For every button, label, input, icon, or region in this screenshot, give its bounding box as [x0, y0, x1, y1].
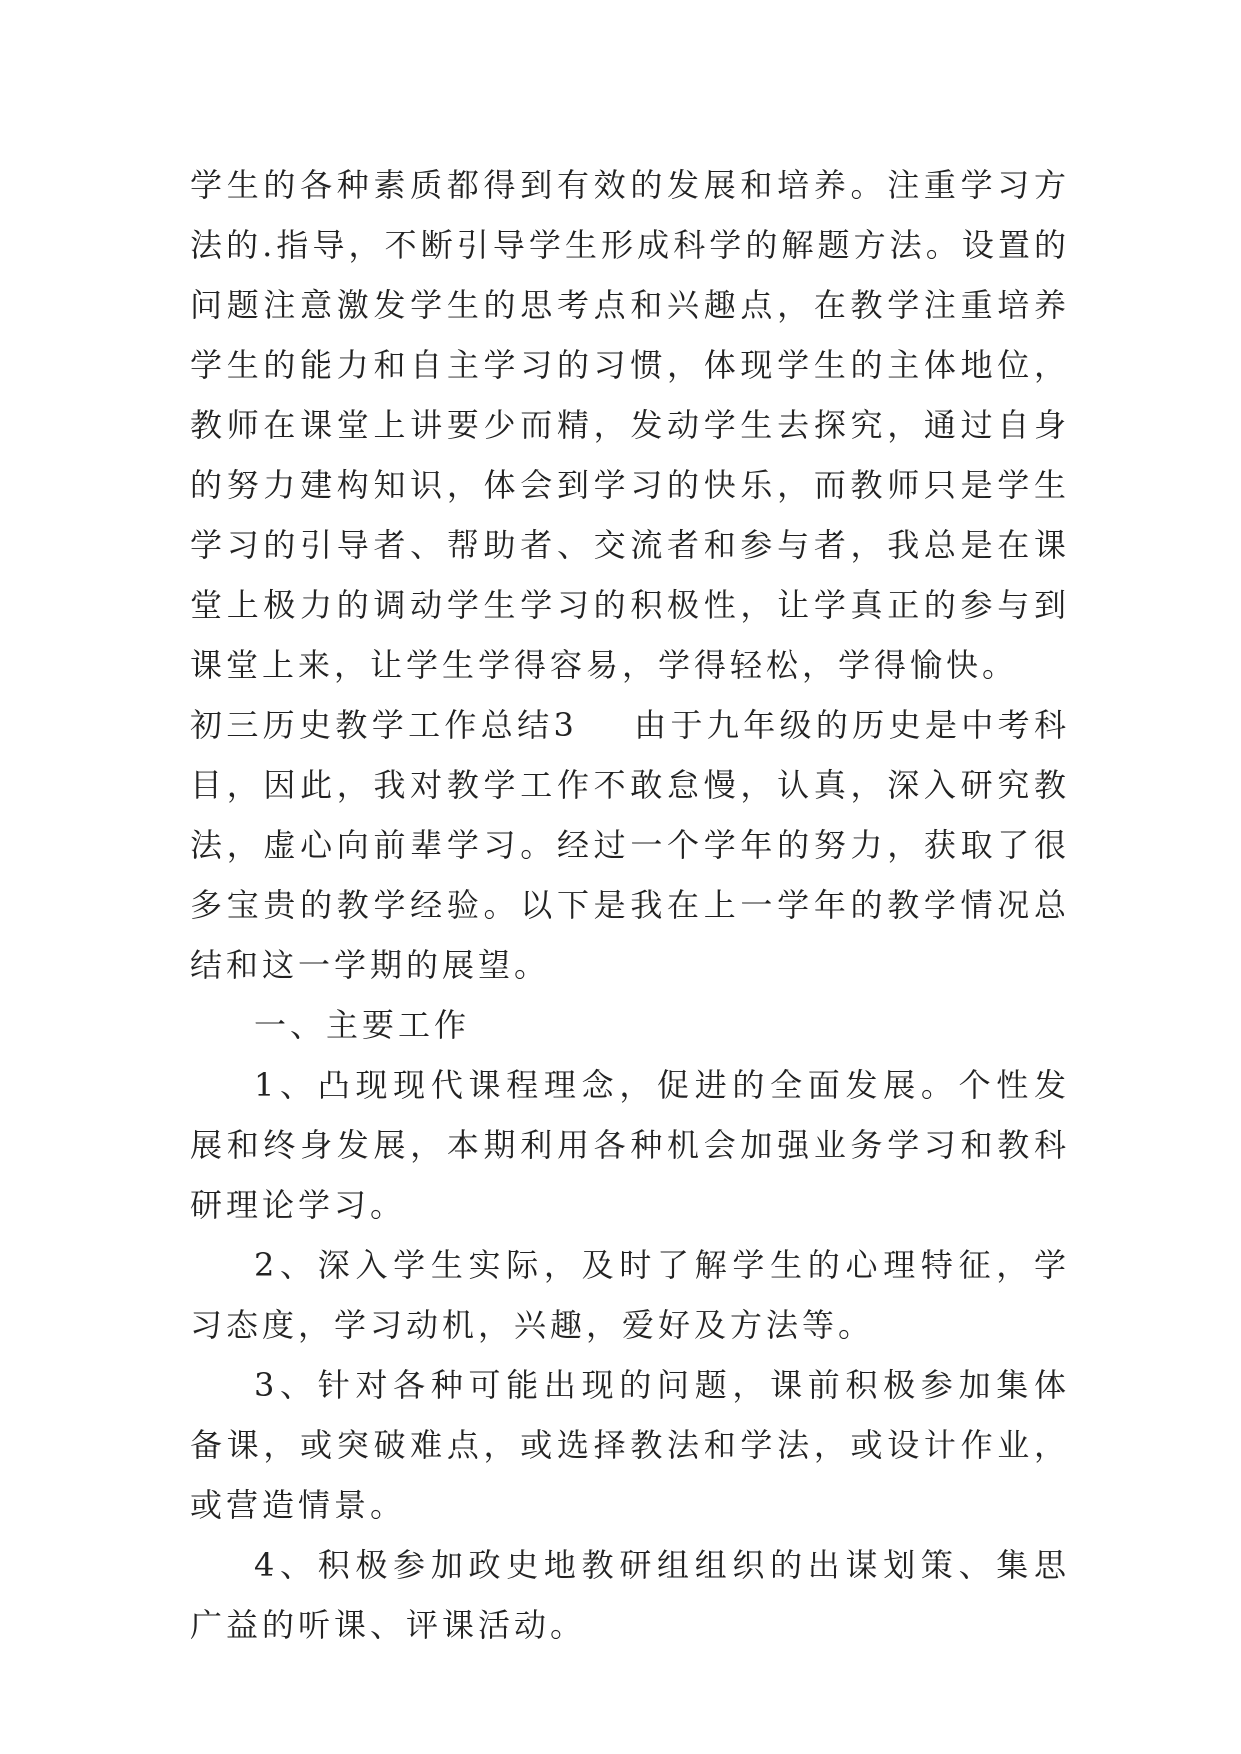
paragraph-intro-continued: 学生的各种素质都得到有效的发展和培养。注重学习方法的.指导，不断引导学生形成科学的解题方法。设置的问题注意激发学生的思考点和兴趣点，在教学注重培养学生的能力和自主学习的习惯，体现学生的主体地位，教师在课堂上讲要少而精，发动学生去探究，通过自身的努力建构知识，体会到学习的快乐，而教师只是学生学习的引导者、帮助者、交流者和参与者，我总是在课堂上极力的调动学生学习的积极性，让学真正的参与到课堂上来，让学生学得容易，学得轻松，学得愉快。	[190, 166, 1070, 684]
list-item-2: 2、深入学生实际，及时了解学生的心理特征，学习态度，学习动机，兴趣，爱好及方法等。	[190, 1246, 1070, 1344]
section-title: 初三历史教学工作总结3	[190, 706, 578, 744]
section-heading-main-work: 一、主要工作	[254, 1006, 471, 1044]
paragraph-summary-3	[190, 695, 1070, 995]
paragraph-summary-3-text: 由于九年级的历史是中考科目，因此，我对教学工作不敢怠慢，认真，深入研究教法，虚心向前辈学习。经过一个学年的努力，获取了很多宝贵的教学经验。以下是我在上一学年的教学情况总结和这一学期的展望。	[190, 706, 1070, 984]
document-body	[190, 155, 1070, 1655]
list-item-1: 1、凸现现代课程理念，促进的全面发展。个性发展和终身发展，本期利用各种机会加强业务学习和教科研理论学习。	[190, 1066, 1070, 1224]
list-item-4: 4、积极参加政史地教研组组织的出谋划策、集思广益的听课、评课活动。	[190, 1546, 1070, 1644]
list-item-3: 3、针对各种可能出现的问题，课前积极参加集体备课，或突破难点，或选择教法和学法，或设计作业，或营造情景。	[190, 1366, 1070, 1524]
